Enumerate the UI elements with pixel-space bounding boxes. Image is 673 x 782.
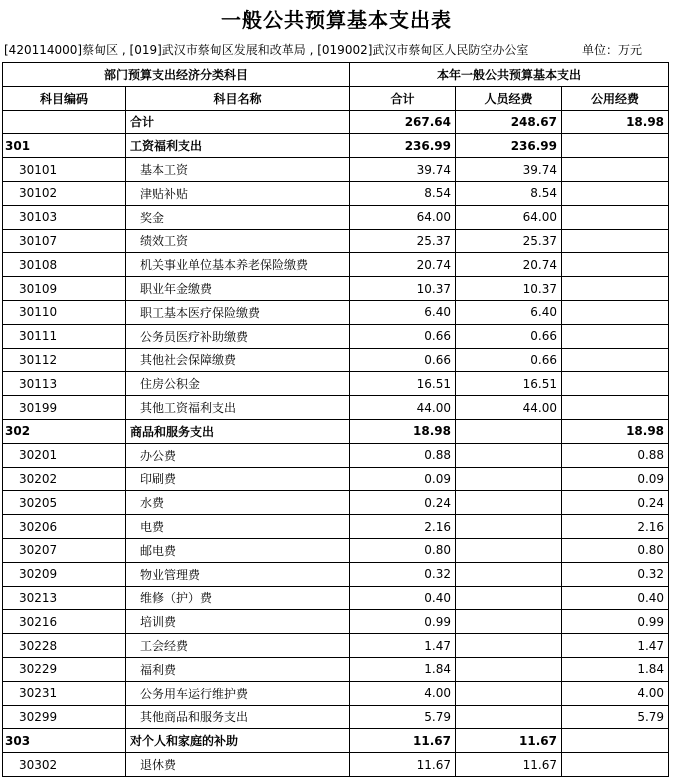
table-row [3,467,669,491]
row-public [562,158,669,182]
row-code: 30101 [3,158,126,182]
table-row [3,586,669,610]
table-row [3,324,669,348]
row-total: 0.88 [350,443,456,467]
row-total: 1.47 [350,634,456,658]
row-personnel: 11.67 [456,729,562,753]
row-public [562,300,669,324]
row-public: 0.99 [562,610,669,634]
row-code: 30107 [3,229,126,253]
row-total: 20.74 [350,253,456,277]
table-row [3,134,669,158]
row-code: 30201 [3,443,126,467]
row-personnel [456,467,562,491]
row-name: 培训费 [126,610,350,634]
header-group-left: 部门预算支出经济分类科目 [3,63,350,87]
row-name: 办公费 [126,443,350,467]
table-row [3,610,669,634]
row-name: 邮电费 [126,538,350,562]
total-row [3,110,669,134]
row-code: 30113 [3,372,126,396]
table-row [3,705,669,729]
row-total: 44.00 [350,396,456,420]
total-public: 18.98 [562,110,669,134]
row-code: 30110 [3,300,126,324]
row-personnel: 20.74 [456,253,562,277]
row-personnel: 11.67 [456,753,562,777]
row-public: 0.40 [562,586,669,610]
row-name: 工资福利支出 [126,134,350,158]
row-code: 30112 [3,348,126,372]
row-name: 公务员医疗补助缴费 [126,324,350,348]
info-row [4,41,644,57]
row-public [562,253,669,277]
row-total: 0.66 [350,324,456,348]
table-row [3,229,669,253]
row-personnel [456,657,562,681]
header-col-row [3,86,669,110]
row-code: 302 [3,419,126,443]
row-public [562,729,669,753]
table-row [3,158,669,182]
total-code [3,110,126,134]
row-total: 39.74 [350,158,456,182]
row-public [562,181,669,205]
row-name: 机关事业单位基本养老保险缴费 [126,253,350,277]
row-name: 基本工资 [126,158,350,182]
header-group-row [3,63,669,87]
row-public [562,205,669,229]
row-public [562,134,669,158]
row-total: 0.80 [350,538,456,562]
row-code: 303 [3,729,126,753]
table-row [3,277,669,301]
total-total: 267.64 [350,110,456,134]
row-name: 其他社会保障缴费 [126,348,350,372]
row-name: 退休费 [126,753,350,777]
table-row [3,300,669,324]
row-personnel [456,515,562,539]
row-personnel [456,419,562,443]
row-code: 30199 [3,396,126,420]
row-total: 0.32 [350,562,456,586]
row-code: 30108 [3,253,126,277]
row-name: 电费 [126,515,350,539]
row-public [562,324,669,348]
row-total: 11.67 [350,729,456,753]
row-name: 对个人和家庭的补助 [126,729,350,753]
row-total: 0.40 [350,586,456,610]
row-personnel: 39.74 [456,158,562,182]
unit-label: 单位：万元 [582,43,643,57]
row-personnel: 44.00 [456,396,562,420]
row-public: 0.88 [562,443,669,467]
row-total: 0.09 [350,467,456,491]
row-name: 福利费 [126,657,350,681]
row-code: 30205 [3,491,126,515]
row-total: 6.40 [350,300,456,324]
row-name: 绩效工资 [126,229,350,253]
row-public [562,348,669,372]
row-personnel [456,443,562,467]
row-personnel [456,586,562,610]
row-public [562,229,669,253]
row-public: 1.47 [562,634,669,658]
table-row [3,443,669,467]
table-row [3,181,669,205]
row-total: 5.79 [350,705,456,729]
row-public: 0.24 [562,491,669,515]
page-title: 一般公共预算基本支出表 [221,8,452,32]
org-label: [420114000]蔡甸区 , [019]武汉市蔡甸区发展和改革局 , [019002]武汉市蔡甸区人民防空办公室 [4,43,529,57]
row-name: 住房公积金 [126,372,350,396]
budget-table [2,62,669,777]
row-name: 其他工资福利支出 [126,396,350,420]
row-code: 30206 [3,515,126,539]
row-code: 30202 [3,467,126,491]
row-personnel: 0.66 [456,348,562,372]
header-total: 合计 [350,86,456,110]
table-row [3,396,669,420]
table-row [3,634,669,658]
row-name: 印刷费 [126,467,350,491]
row-name: 维修（护）费 [126,586,350,610]
row-personnel: 236.99 [456,134,562,158]
row-name: 津贴补贴 [126,181,350,205]
row-code: 30103 [3,205,126,229]
row-name: 物业管理费 [126,562,350,586]
row-personnel: 64.00 [456,205,562,229]
row-public [562,277,669,301]
row-code: 30213 [3,586,126,610]
row-personnel [456,610,562,634]
row-total: 8.54 [350,181,456,205]
row-code: 30216 [3,610,126,634]
table-row [3,491,669,515]
header-public: 公用经费 [562,86,669,110]
row-personnel: 6.40 [456,300,562,324]
row-total: 236.99 [350,134,456,158]
header-code: 科目编码 [3,86,126,110]
row-personnel: 0.66 [456,324,562,348]
row-code: 30207 [3,538,126,562]
header-name: 科目名称 [126,86,350,110]
row-name: 商品和服务支出 [126,419,350,443]
row-personnel [456,562,562,586]
table-row [3,562,669,586]
row-total: 18.98 [350,419,456,443]
row-total: 25.37 [350,229,456,253]
table-row [3,538,669,562]
row-name: 工会经费 [126,634,350,658]
row-total: 0.24 [350,491,456,515]
table-row [3,681,669,705]
row-public [562,753,669,777]
row-public: 0.32 [562,562,669,586]
row-name: 奖金 [126,205,350,229]
table-row [3,253,669,277]
row-public [562,396,669,420]
row-personnel: 8.54 [456,181,562,205]
table-row [3,372,669,396]
row-total: 4.00 [350,681,456,705]
row-personnel [456,634,562,658]
row-personnel [456,681,562,705]
total-personnel: 248.67 [456,110,562,134]
table-row [3,205,669,229]
row-personnel [456,491,562,515]
row-total: 0.99 [350,610,456,634]
row-code: 301 [3,134,126,158]
table-row [3,348,669,372]
row-total: 1.84 [350,657,456,681]
row-personnel [456,705,562,729]
row-public: 4.00 [562,681,669,705]
row-code: 30209 [3,562,126,586]
row-public: 18.98 [562,419,669,443]
row-public [562,372,669,396]
row-public: 5.79 [562,705,669,729]
row-personnel: 16.51 [456,372,562,396]
row-total: 64.00 [350,205,456,229]
row-name: 职工基本医疗保险缴费 [126,300,350,324]
row-total: 0.66 [350,348,456,372]
row-code: 30109 [3,277,126,301]
row-name: 其他商品和服务支出 [126,705,350,729]
row-name: 水费 [126,491,350,515]
header-group-right: 本年一般公共预算基本支出 [350,63,669,87]
row-total: 16.51 [350,372,456,396]
table-row [3,729,669,753]
row-public: 0.09 [562,467,669,491]
row-personnel: 25.37 [456,229,562,253]
row-public: 1.84 [562,657,669,681]
row-code: 30228 [3,634,126,658]
row-total: 2.16 [350,515,456,539]
row-name: 职业年金缴费 [126,277,350,301]
table-row [3,657,669,681]
row-name: 公务用车运行维护费 [126,681,350,705]
row-code: 30231 [3,681,126,705]
table-row [3,419,669,443]
row-code: 30229 [3,657,126,681]
row-personnel: 10.37 [456,277,562,301]
row-personnel [456,538,562,562]
row-code: 30302 [3,753,126,777]
table-row [3,753,669,777]
header-personnel: 人员经费 [456,86,562,110]
row-code: 30111 [3,324,126,348]
total-name: 合计 [126,110,350,134]
table-row [3,515,669,539]
row-total: 10.37 [350,277,456,301]
row-code: 30102 [3,181,126,205]
row-public: 0.80 [562,538,669,562]
row-total: 11.67 [350,753,456,777]
row-code: 30299 [3,705,126,729]
row-public: 2.16 [562,515,669,539]
